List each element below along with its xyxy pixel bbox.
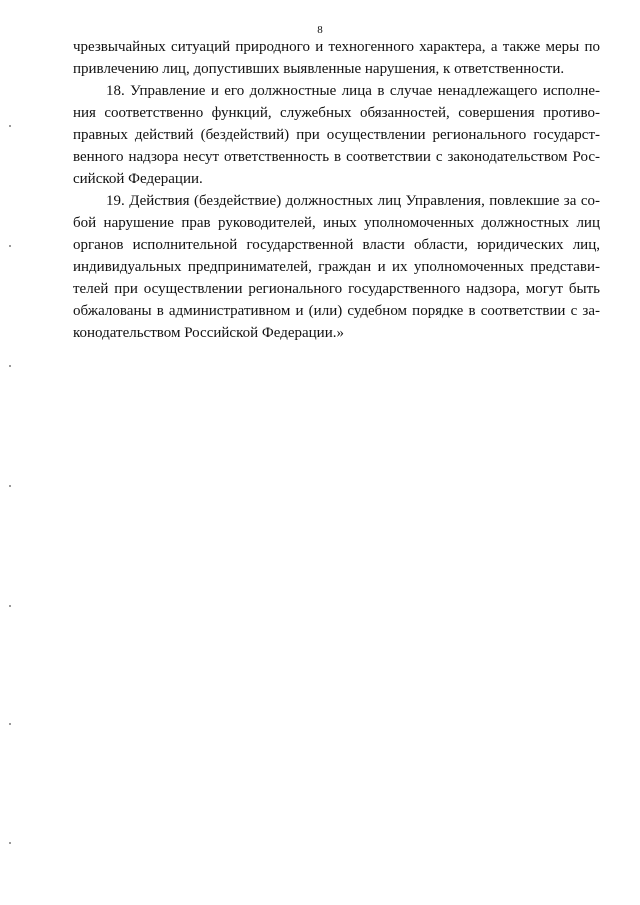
text-line: привлечению лиц, допустивших выявленные нарушения, к ответственности. (73, 61, 565, 77)
text-line: правных действий (бездействий) при осуществлении регионального государст- (73, 127, 600, 143)
text-line: 19. Действия (бездействие) должностных лиц Управления, повлекшие за со- (106, 193, 600, 209)
scan-margin-mark (9, 485, 11, 487)
text-line: 18. Управление и его должностные лица в случае ненадлежащего исполне- (106, 83, 600, 99)
scan-margin-mark (9, 723, 11, 725)
text-line: индивидуальных предпринимателей, граждан и их уполномоченных представи- (73, 259, 600, 275)
scan-margin-mark (9, 245, 11, 247)
text-line: бой нарушение прав руководителей, иных уполномоченных должностных лиц (73, 215, 600, 231)
scan-margin-mark (9, 365, 11, 367)
scan-margin-mark (9, 842, 11, 844)
scan-margin-mark (9, 605, 11, 607)
page-number: 8 (317, 24, 323, 36)
text-line: телей при осуществлении регионального государственного надзора, могут быть (73, 281, 600, 297)
text-line: ния соответственно функций, служебных обязанностей, совершения противо- (73, 105, 600, 121)
text-line: обжалованы в административном и (или) судебном порядке в соответствии с за- (73, 303, 600, 319)
text-line: венного надзора несут ответственность в соответствии с законодательством Рос- (73, 149, 600, 165)
body-text (73, 36, 600, 344)
text-line: чрезвычайных ситуаций природного и техногенного характера, а также меры по (73, 39, 600, 55)
text-line: органов исполнительной государственной власти области, юридических лиц, (73, 237, 600, 253)
scan-margin-mark (9, 125, 11, 127)
text-line: сийской Федерации. (73, 171, 203, 187)
text-line: конодательством Российской Федерации.» (73, 325, 344, 341)
